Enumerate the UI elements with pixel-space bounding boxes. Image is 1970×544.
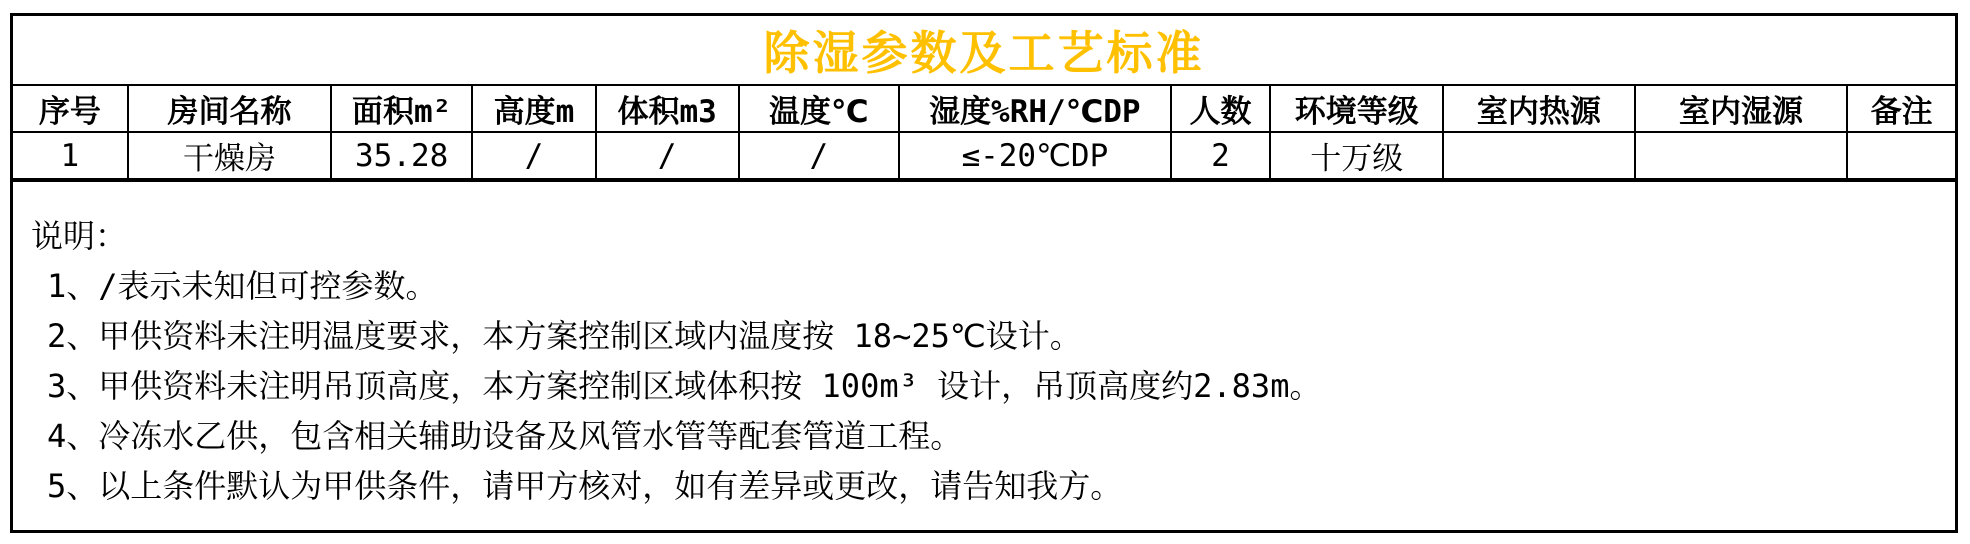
cell-area: 35.28 (331, 132, 472, 180)
col-header-volume: 体积m3 (596, 86, 739, 132)
col-header-seq: 序号 (13, 86, 128, 132)
col-header-height: 高度m (472, 86, 596, 132)
col-header-indoor-moist-src: 室内湿源 (1635, 86, 1848, 132)
parameters-table (13, 86, 1955, 182)
table-header-row (13, 86, 1955, 132)
cell-remark (1847, 132, 1955, 180)
cell-indoor-heat-src (1443, 132, 1635, 180)
sheet-frame (10, 13, 1958, 533)
col-header-remark: 备注 (1847, 86, 1955, 132)
col-header-env-class: 环境等级 (1270, 86, 1443, 132)
col-header-people-count: 人数 (1171, 86, 1271, 132)
cell-env-class: 十万级 (1270, 132, 1443, 180)
cell-room-name: 干燥房 (128, 132, 332, 180)
cell-humidity: ≤-20℃DP (899, 132, 1170, 180)
col-header-temperature: 温度℃ (739, 86, 900, 132)
notes-section (13, 182, 1955, 530)
note-item-4: 4、冷冻水乙供，包含相关辅助设备及风管水管等配套管道工程。 (47, 417, 963, 455)
cell-temperature: / (739, 132, 900, 180)
cell-height: / (472, 132, 596, 180)
col-header-area: 面积m² (331, 86, 472, 132)
table-data-row (13, 132, 1955, 180)
note-item-3: 3、甲供资料未注明吊顶高度，本方案控制区域体积按 100m³ 设计，吊顶高度约2.83m。 (47, 367, 1322, 405)
cell-indoor-moist-src (1635, 132, 1848, 180)
col-header-humidity: 湿度%RH/℃DP (899, 86, 1170, 132)
note-item-1: 1、/表示未知但可控参数。 (47, 267, 438, 305)
cell-seq: 1 (13, 132, 128, 180)
notes-heading: 说明： (31, 217, 128, 255)
col-header-room-name: 房间名称 (128, 86, 332, 132)
note-item-5: 5、以上条件默认为甲供条件，请甲方核对，如有差异或更改，请告知我方。 (47, 467, 1123, 505)
cell-people-count: 2 (1171, 132, 1271, 180)
title-row (13, 16, 1955, 86)
col-header-indoor-heat-src: 室内热源 (1443, 86, 1635, 132)
page-title: 除湿参数及工艺标准 (763, 26, 1205, 80)
note-item-2: 2、甲供资料未注明温度要求，本方案控制区域内温度按 18~25℃设计。 (47, 317, 1082, 355)
cell-volume: / (596, 132, 739, 180)
